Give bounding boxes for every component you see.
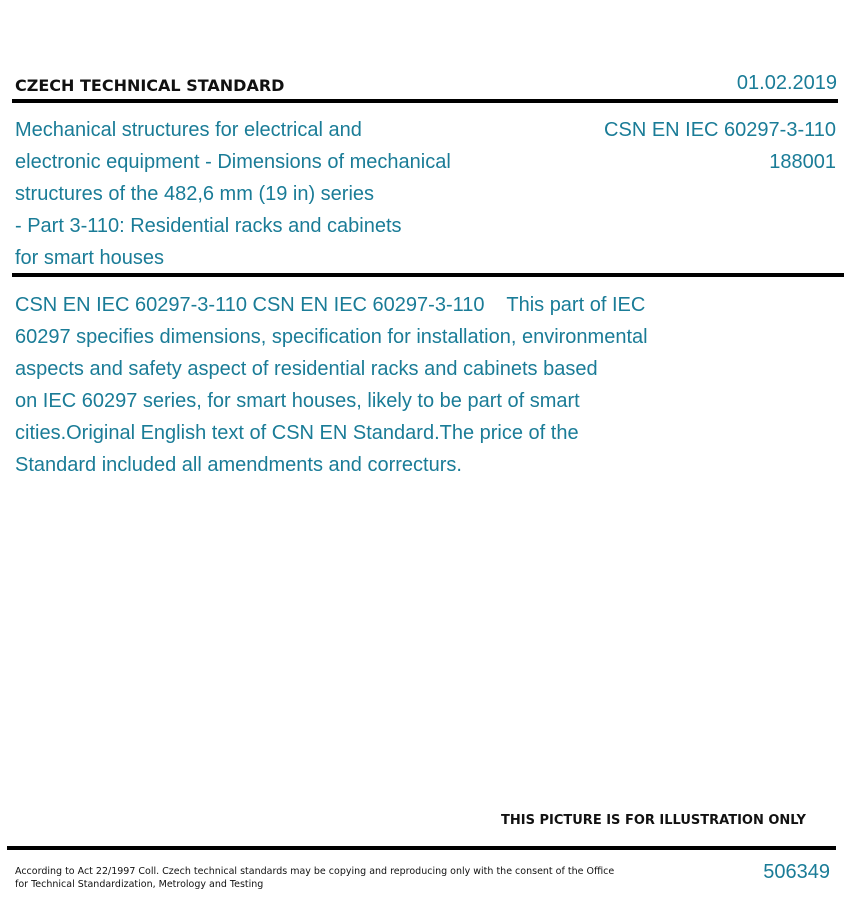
catalog-number: 188001 — [769, 151, 836, 173]
standard-title-line: - Part 3-110: Residential racks and cabinets — [15, 215, 402, 237]
legal-notice-line: for Technical Standardization, Metrology and Testing — [15, 879, 264, 890]
legal-notice-line: According to Act 22/1997 Coll. Czech technical standards may be copying and reproducing only with the consent of the Office — [15, 866, 615, 877]
description-line: CSN EN IEC 60297-3-110 CSN EN IEC 60297-3-110 This part of IEC — [15, 294, 646, 316]
standard-title-line: for smart houses — [15, 247, 164, 269]
title-divider — [12, 273, 844, 277]
description-line: on IEC 60297 series, for smart houses, likely to be part of smart — [15, 390, 580, 412]
publication-date: 01.02.2019 — [736, 72, 837, 94]
standard-code: CSN EN IEC 60297-3-110 — [604, 119, 836, 141]
standard-title-line: Mechanical structures for electrical and — [15, 119, 362, 141]
document-type-heading: CZECH TECHNICAL STANDARD — [15, 76, 285, 95]
description-line: cities.Original English text of CSN EN Standard.The price of the — [15, 422, 579, 444]
description-line: aspects and safety aspect of residential racks and cabinets based — [15, 358, 598, 380]
illustration-disclaimer: THIS PICTURE IS FOR ILLUSTRATION ONLY — [501, 813, 806, 828]
standard-title-line: structures of the 482,6 mm (19 in) series — [15, 183, 375, 205]
standard-title — [15, 114, 535, 274]
standard-identifiers — [604, 114, 836, 178]
header-divider — [12, 99, 838, 103]
description-line: 60297 specifies dimensions, specification for installation, environmental — [15, 326, 648, 348]
legal-notice — [15, 865, 614, 891]
footer-divider — [7, 846, 836, 850]
standard-description — [15, 289, 715, 481]
document-number: 506349 — [763, 861, 830, 883]
description-line: Standard included all amendments and correcturs. — [15, 454, 462, 476]
standard-title-line: electronic equipment - Dimensions of mechanical — [15, 151, 451, 173]
